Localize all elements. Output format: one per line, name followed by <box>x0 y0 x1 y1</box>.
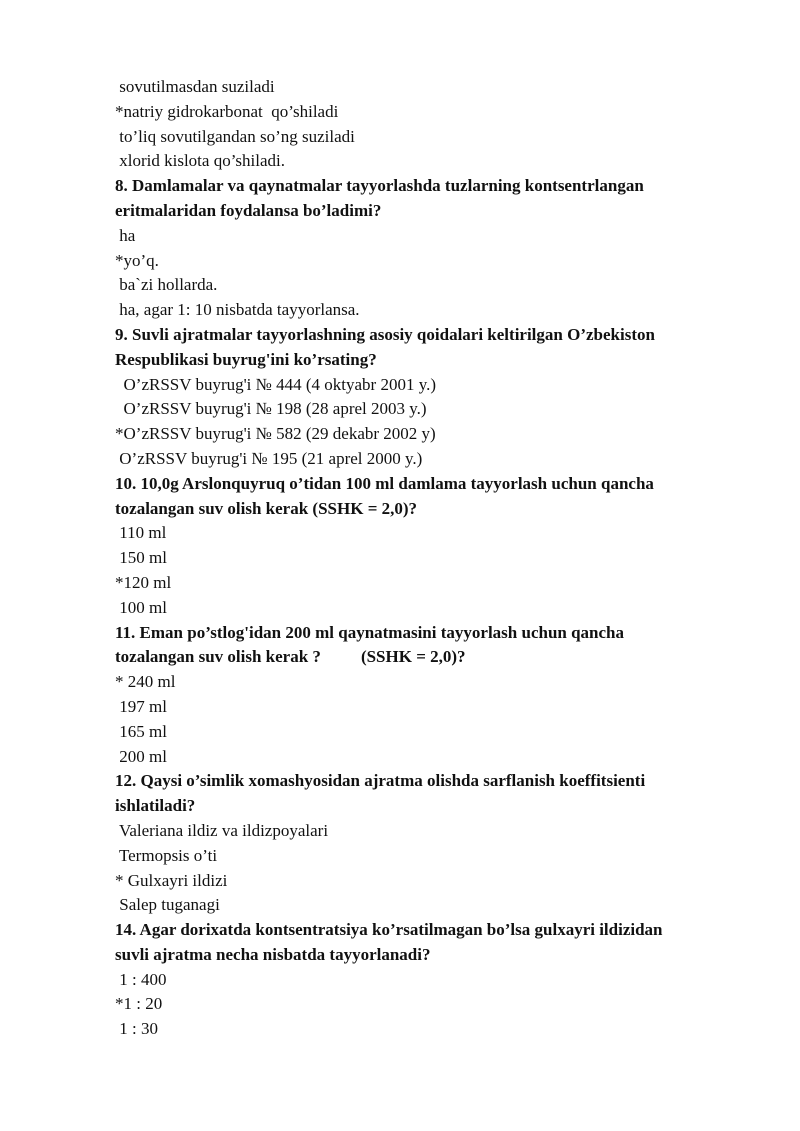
answer-option: to’liq sovutilgandan so’ng suziladi <box>115 126 355 146</box>
answer-option: ha, agar 1: 10 nisbatda tayyorlansa. <box>115 300 360 320</box>
question-10-text: 10. 10,0g Arslonquyruq o’tidan 100 ml damlama tayyorlash uchun qancha <box>115 473 654 493</box>
question-11-text: 11. Eman po’stlog'idan 200 ml qaynatmasini tayyorlash uchun qancha <box>115 622 625 642</box>
answer-option: Salep tuganagi <box>115 895 220 915</box>
answer-option: 1 : 400 <box>115 969 167 989</box>
question-11-ratio: (SSHK = 2,0)? <box>360 647 466 667</box>
answer-option-correct: *120 ml <box>115 572 172 592</box>
question-14-text: suvli ajratma necha nisbatda tayyorlanadi? <box>115 944 431 964</box>
answer-option: 197 ml <box>115 696 167 716</box>
answer-option: Termopsis o’ti <box>115 845 218 865</box>
answer-option: sovutilmasdan suziladi <box>115 77 275 96</box>
question-8-text: eritmalaridan foydalansa bo’ladimi? <box>115 200 382 220</box>
answer-option-correct: * 240 ml <box>115 672 176 692</box>
answer-option: 110 ml <box>115 523 167 543</box>
question-11-text <box>115 645 735 670</box>
answer-option-correct: * Gulxayri ildizi <box>115 870 228 890</box>
question-11-text-part: tozalangan suv olish kerak ? <box>115 647 321 667</box>
answer-option-correct: *yo’q. <box>115 250 159 270</box>
answer-option-correct: *1 : 20 <box>115 994 163 1014</box>
question-12-text: ishlatiladi? <box>115 796 196 816</box>
question-12-text: 12. Qaysi o’simlik xomashyosidan ajratma olishda sarflanish koeffitsienti <box>115 771 646 791</box>
answer-option: ha <box>115 225 136 245</box>
answer-option-correct: *natriy gidrokarbonat qo’shiladi <box>115 101 339 121</box>
answer-option: 1 : 30 <box>115 1019 158 1039</box>
question-9-text: Respublikasi buyrug'ini ko’rsating? <box>115 349 377 369</box>
answer-option: 100 ml <box>115 597 167 617</box>
question-8-text: 8. Damlamalar va qaynatmalar tayyorlashda tuzlarning kontsentrlangan <box>115 176 644 196</box>
quiz-content <box>115 75 735 1042</box>
answer-option: 150 ml <box>115 548 167 568</box>
answer-option: Valeriana ildiz va ildizpoyalari <box>115 820 329 840</box>
question-10-text: tozalangan suv olish kerak (SSHK = 2,0)? <box>115 498 418 518</box>
question-14-text: 14. Agar dorixatda kontsentratsiya ko’rsatilmagan bo’lsa gulxayri ildizidan <box>115 920 663 940</box>
answer-option: 165 ml <box>115 721 167 741</box>
answer-option: O’zRSSV buyrug'i № 198 (28 aprel 2003 y.) <box>115 399 427 419</box>
answer-option: O’zRSSV buyrug'i № 195 (21 aprel 2000 y.) <box>115 448 423 468</box>
answer-option: ba`zi hollarda. <box>115 275 218 295</box>
question-9-text: 9. Suvli ajratmalar tayyorlashning asosiy qoidalari keltirilgan O’zbekiston <box>115 324 655 344</box>
answer-option: xlorid kislota qo’shiladi. <box>115 151 285 171</box>
answer-option: O’zRSSV buyrug'i № 444 (4 oktyabr 2001 y.) <box>115 374 437 394</box>
answer-option: 200 ml <box>115 746 167 766</box>
answer-option-correct: *O’zRSSV buyrug'i № 582 (29 dekabr 2002 y) <box>115 424 436 444</box>
